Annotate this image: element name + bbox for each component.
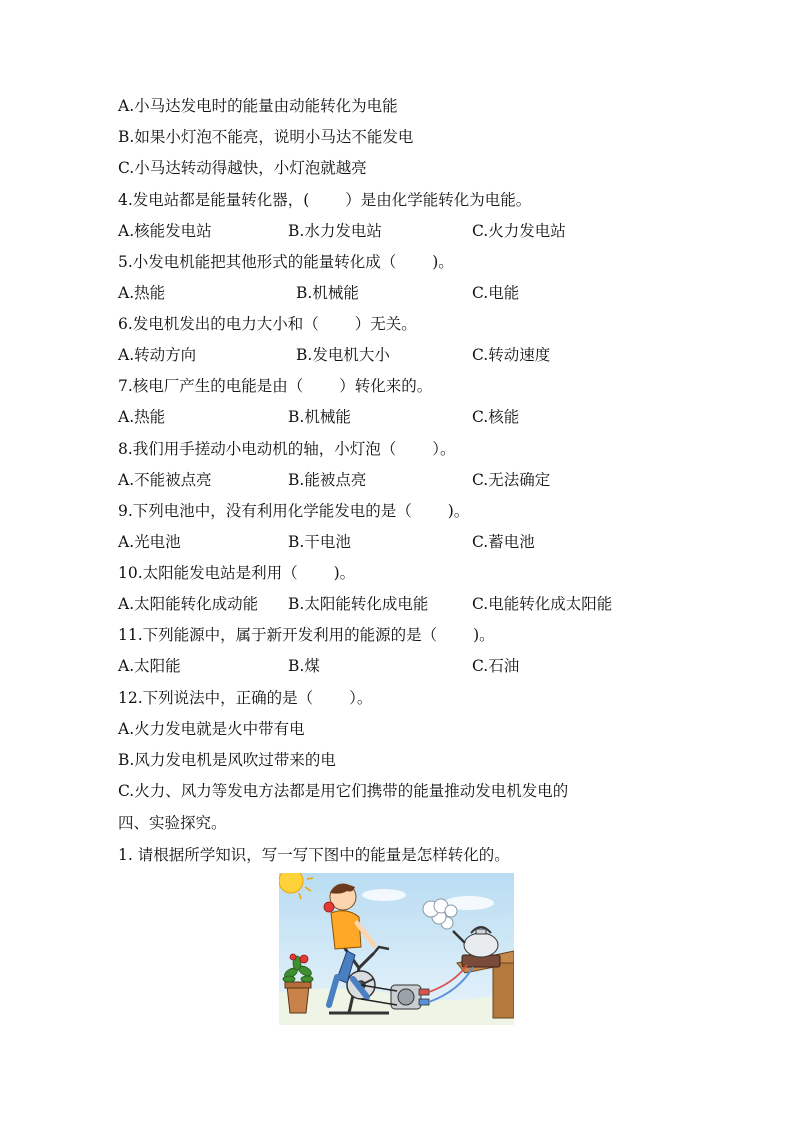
option-c: C.无法确定 — [472, 471, 551, 489]
option-b: B.煤 — [288, 657, 320, 675]
option-b: B.水力发电站 — [288, 222, 382, 240]
option-c: C.转动速度 — [472, 346, 551, 364]
option-a: A.转动方向 — [118, 346, 197, 364]
question-stem: 9.下列电池中，没有利用化学能发电的是（ )。 — [118, 502, 470, 520]
question-stem: 10.太阳能发电站是利用（ )。 — [118, 564, 356, 582]
option-a: A.火力发电就是火中带有电 — [118, 720, 305, 738]
question-stem: 5.小发电机能把其他形式的能量转化成（ )。 — [118, 253, 454, 271]
option-c: C.火力、风力等发电方法都是用它们携带的能量推动发电机发电的 — [118, 782, 569, 800]
question-stem: 12.下列说法中，正确的是（ ）。 — [118, 689, 373, 707]
option-c: C.电能 — [472, 284, 520, 302]
option-c: C.蓄电池 — [472, 533, 535, 551]
q3-option-a: A.小马达发电时的能量由动能转化为电能 — [118, 97, 398, 115]
option-c: C.电能转化成太阳能 — [472, 595, 613, 613]
option-a: A.热能 — [118, 408, 166, 426]
energy-conversion-illustration — [279, 873, 514, 1025]
question-stem: 7.核电厂产生的电能是由（ ）转化来的。 — [118, 377, 433, 395]
option-b: B.风力发电机是风吹过带来的电 — [118, 751, 336, 769]
option-a: A.核能发电站 — [118, 222, 212, 240]
option-a: A.热能 — [118, 284, 166, 302]
question-stem: 8.我们用手搓动小电动机的轴，小灯泡（ ）。 — [118, 440, 456, 458]
option-b: B.干电池 — [288, 533, 351, 551]
section-heading: 四、实验探究。 — [118, 814, 227, 832]
q3-option-c: C.小马达转动得越快，小灯泡就越亮 — [118, 159, 367, 177]
option-b: B.能被点亮 — [288, 471, 367, 489]
option-b: B.机械能 — [296, 284, 359, 302]
option-b: B.太阳能转化成电能 — [288, 595, 429, 613]
option-a: A.不能被点亮 — [118, 471, 212, 489]
option-c: C.石油 — [472, 657, 520, 675]
option-a: A.太阳能 — [118, 657, 181, 675]
option-b: B.机械能 — [288, 408, 351, 426]
option-a: A.太阳能转化成动能 — [118, 595, 259, 613]
q3-option-b: B.如果小灯泡不能亮，说明小马达不能发电 — [118, 128, 414, 146]
question-stem: 1. 请根据所学知识，写一写下图中的能量是怎样转化的。 — [118, 846, 510, 864]
question-stem: 11.下列能源中，属于新开发利用的能源的是（ )。 — [118, 626, 495, 644]
option-c: C.核能 — [472, 408, 520, 426]
question-stem: 6.发电机发出的电力大小和（ ）无关。 — [118, 315, 417, 333]
question-stem: 4.发电站都是能量转化器，( ）是由化学能转化为电能。 — [118, 191, 532, 209]
option-c: C.火力发电站 — [472, 222, 566, 240]
option-a: A.光电池 — [118, 533, 181, 551]
option-b: B.发电机大小 — [296, 346, 390, 364]
